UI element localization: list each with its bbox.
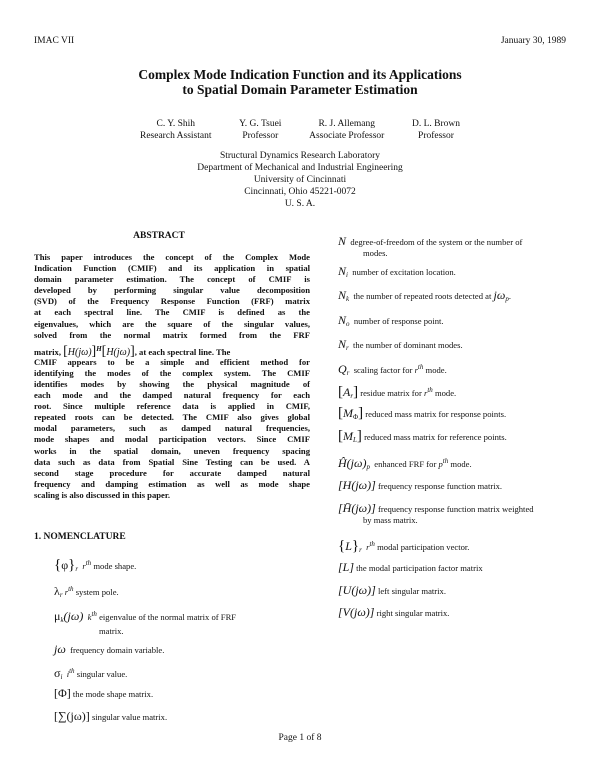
author-role: Professor xyxy=(418,131,454,141)
abstract-line: works in the spatial domain, uneven frequency spacing xyxy=(34,445,310,456)
affiliation-line: U. S. A. xyxy=(284,199,316,209)
abstract-line: Indication Function (CMIF) and its application in spatial xyxy=(34,263,310,274)
abstract-text: , at each spectral line. The xyxy=(134,346,231,357)
nomenclature-item: $[A_r]$ residue matrix for $r^{th}$ mode. xyxy=(338,384,457,400)
nomenclature-item: [∑(jω)] singular value matrix. xyxy=(54,709,168,723)
abstract-line: This paper introduces the concept of the Complex Mode xyxy=(34,252,310,262)
abstract-line: solved from the normal matrix formed from the FRF xyxy=(34,329,310,340)
abstract-line: each mode and the damped natural frequency for each xyxy=(34,390,310,401)
nomenclature-item: $\sigma_i$ $i^{th}$ singular value. xyxy=(54,666,128,681)
nomenclature-item: $\{L\}_r$ $r^{th}$ modal participation vector. xyxy=(338,538,470,554)
nomenclature-item: [Φ] the mode shape matrix. xyxy=(54,686,154,700)
author xyxy=(140,118,212,142)
abstract-line: identifies modes by showing the physical magnitude of xyxy=(34,378,310,389)
author xyxy=(239,118,281,142)
paper-title-line-2: to Spatial Domain Parameter Estimation xyxy=(182,82,418,97)
nomenclature-item: [U(jω)] left singular matrix. xyxy=(338,583,446,597)
nomenclature-heading: 1. NOMENCLATURE xyxy=(34,532,126,542)
author-name: C. Y. Shih xyxy=(156,119,196,129)
author-name: D. L. Brown xyxy=(411,119,460,129)
abstract-line: at each spectral line. The CMIF is defined as the xyxy=(34,307,310,318)
author xyxy=(309,118,384,142)
author-role: Associate Professor xyxy=(309,131,385,141)
running-header-left: IMAC VII xyxy=(34,36,75,46)
author-list xyxy=(140,118,460,142)
author-role: Research Assistant xyxy=(140,131,212,141)
abstract-body xyxy=(34,252,310,501)
nomenclature-item: $N_r$ the number of dominant modes. xyxy=(338,337,463,352)
nomenclature-item: $[M_L]$ reduced mass matrix for reference points. xyxy=(338,428,507,444)
author-role: Professor xyxy=(242,131,279,141)
nomenclature-item: $\{\varphi\}_r$ $r^{th}$ mode shape. xyxy=(54,557,137,573)
abstract-line: second stage procedure for accurate damped natural xyxy=(34,467,310,478)
nomenclature-item: $N_o$ number of response point. xyxy=(338,313,444,328)
abstract-heading: ABSTRACT xyxy=(133,231,185,241)
author-name: R. J. Allemang xyxy=(318,119,375,129)
abstract-line: eigenvalues, which are the square of the singular values, xyxy=(34,318,310,329)
nomenclature-item: N degree-of-freedom of the system or the number of modes. xyxy=(338,234,523,258)
nomenclature-item: [L] the modal participation factor matrix xyxy=(338,560,483,574)
nomenclature-item: [V(jω)] right singular matrix. xyxy=(338,605,450,619)
abstract-line: (SVD) of the Frequency Response Function (FRF) matrix xyxy=(34,296,310,307)
affiliation-line: Department of Mechanical and Industrial Engineering xyxy=(197,163,403,173)
hermitian-sup: H xyxy=(96,344,102,353)
page-footer: Page 1 of 8 xyxy=(278,733,322,743)
nomenclature-item: $\lambda_r$ $r^{th}$ system pole. xyxy=(54,584,119,599)
abstract-line: data such as data from Spatial Sine Testing can be used. A xyxy=(34,456,310,467)
abstract-line: root. Since multiple reference data is applied in CMIF, xyxy=(34,401,310,412)
nomenclature-item: $N_i$ number of excitation location. xyxy=(338,264,456,279)
frf-matrix-expr: H(jω) xyxy=(106,346,131,358)
nomenclature-item: $Q_r$ scaling factor for $r^{th}$ mode. xyxy=(338,362,447,377)
abstract-matrix-line: matrix, $[H(j\omega)]^H[H(j\omega)]$, at each spectral line. The xyxy=(34,343,231,359)
paper-title-line-1: Complex Mode Indication Function and its Applications xyxy=(138,67,462,82)
abstract-line: mode shapes and modal participation vectors. Since CMIF xyxy=(34,434,310,445)
abstract-line: identifying the modes of the complex system. The CMIF xyxy=(34,367,310,378)
frf-matrix-expr: H(jω) xyxy=(67,346,92,358)
author xyxy=(412,118,460,142)
abstract-text: matrix, xyxy=(34,346,61,357)
running-header-right: January 30, 1989 xyxy=(500,36,566,46)
abstract-line: CMIF appears to be a simple and efficient method for xyxy=(34,356,310,367)
author-name: Y. G. Tsuei xyxy=(239,119,282,129)
nomenclature-item: $\mu_k(j\omega)$ $k^{th}$ eigenvalue of the normal matrix of FRF matrix. xyxy=(54,609,237,636)
nomenclature-item: $Ĥ(j\omega)_p$ enhanced FRF for $p^{th}$ mode. xyxy=(338,456,472,471)
abstract-line: domain parameter estimation. The concept of CMIF is xyxy=(34,274,310,285)
abstract-line: scaling is also discussed in this paper. xyxy=(34,489,171,500)
nomenclature-item: $[M_\Phi]$ reduced mass matrix for response points. xyxy=(338,405,507,421)
abstract-line: frequency and damping estimation as well as mode shape xyxy=(34,478,310,489)
abstract-line: repeated roots can be detected. The CMIF also gives global xyxy=(34,412,310,423)
nomenclature-item: [H(jω)] frequency response function matrix. xyxy=(338,478,503,492)
abstract-line: developed by performing singular value decomposition xyxy=(34,285,310,296)
affiliation-line: University of Cincinnati xyxy=(253,175,347,185)
nomenclature-item: [H̄(jω)] frequency response function matrix weighted by mass matrix. xyxy=(338,501,534,525)
affiliation xyxy=(0,150,600,210)
nomenclature-item: jω frequency domain variable. xyxy=(54,642,165,656)
nomenclature-item: $N_k$ the number of repeated roots detected at $j\omega_p$. xyxy=(338,288,511,303)
affiliation-line: Cincinnati, Ohio 45221-0072 xyxy=(244,187,356,197)
abstract-line: modal parameters, such as damped natural frequencies, xyxy=(34,423,310,434)
affiliation-line: Structural Dynamics Research Laboratory xyxy=(219,151,381,161)
